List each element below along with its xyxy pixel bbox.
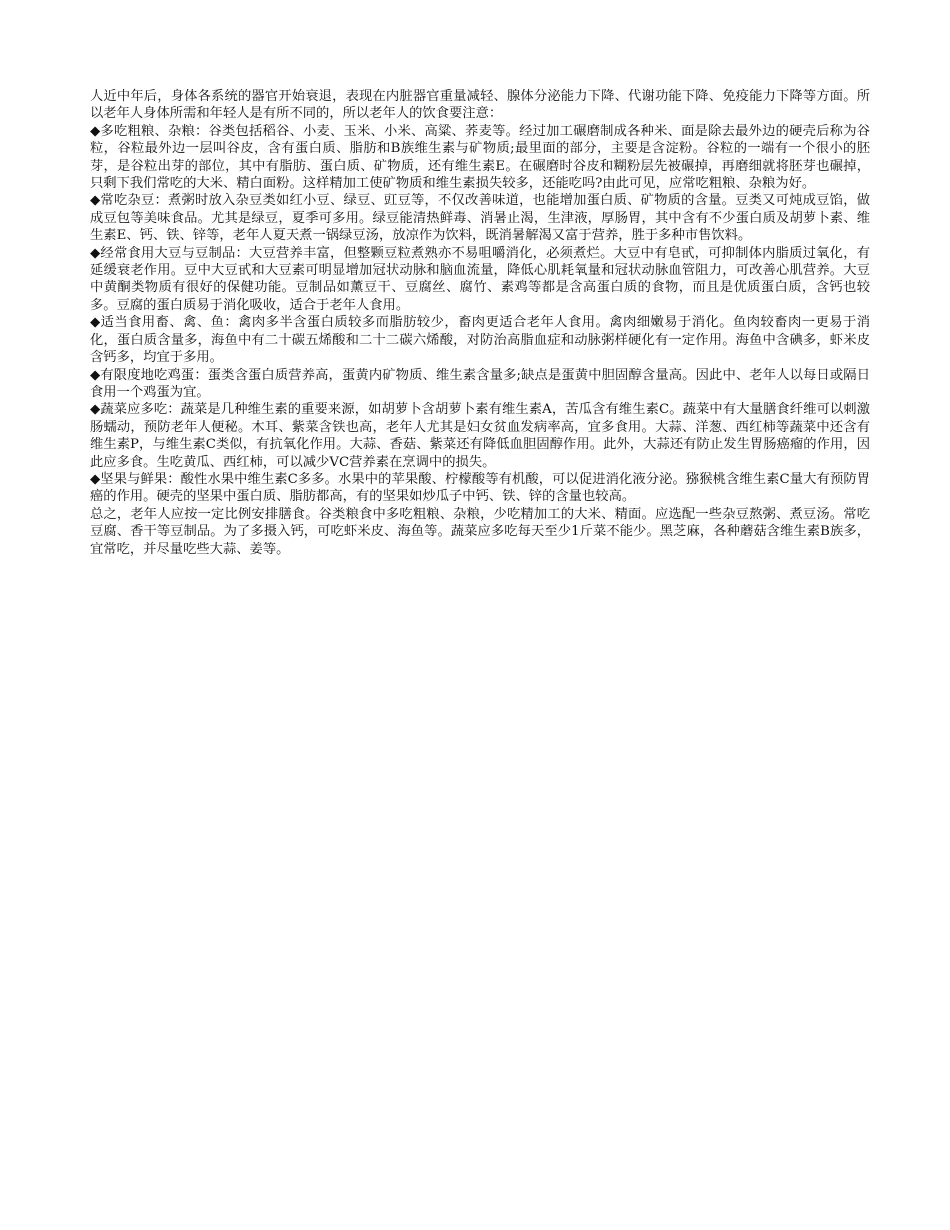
vegetables-paragraph: ◆蔬菜应多吃：蔬菜是几种维生素的重要来源，如胡萝卜含胡萝卜素有维生素A，苦瓜含有维生素C。蔬菜中有大量膳食纤维可以刺激肠蠕动，预防老年人便秘。木耳、紫菜含铁也高，老年人尤其是妇女贫血发病率高，宜多食用。大蒜、洋葱、西红柿等蔬菜中还含有维生素P，与维生素C类似，有抗氧化作用。大蒜、香菇、紫菜还有降低血胆固醇作用。此外，大蒜还有防止发生胃肠癌瘤的作用，因此应多食。生吃黄瓜、西红柿，可以减少VC营养素在烹调中的损失。 — [90, 402, 870, 470]
document-body — [90, 88, 870, 558]
meat-fish-paragraph: ◆适当食用畜、禽、鱼：禽肉多半含蛋白质较多而脂肪较少，畜肉更适合老年人食用。禽肉细嫩易于消化。鱼肉较畜肉一更易于消化，蛋白质含量多，海鱼中有二十碳五烯酸和二十二碳六烯酸，对防治高脂血症和动脉粥样硬化有一定作用。海鱼中含碘多，虾米皮含钙多，均宜于多用。 — [90, 315, 870, 366]
mixed-beans-paragraph: ◆常吃杂豆：煮粥时放入杂豆类如红小豆、绿豆、豇豆等，不仅改善味道，也能增加蛋白质、矿物质的含量。豆类又可炖成豆馅，做成豆包等美味食品。尤其是绿豆，夏季可多用。绿豆能清热鲜毒、消暑止渴，生津液，厚肠胃，其中含有不少蛋白质及胡萝卜素、维生素E、钙、铁、锌等，老年人夏天煮一锅绿豆汤，放凉作为饮料，既消暑解渴又富于营养，胜于多种市售饮料。 — [90, 193, 870, 244]
eggs-paragraph: ◆有限度地吃鸡蛋：蛋类含蛋白质营养高，蛋黄内矿物质、维生素含量多;缺点是蛋黄中胆固醇含量高。因此中、老年人以每日或隔日食用一个鸡蛋为宜。 — [90, 367, 870, 400]
intro-paragraph: 人近中年后，身体各系统的器官开始衰退，表现在内脏器官重量减轻、腺体分泌能力下降、代谢功能下降、免疫能力下降等方面。所以老年人身体所需和年轻人是有所不同的，所以老年人的饮食要注意： — [90, 89, 870, 122]
coarse-grains-paragraph: ◆多吃粗粮、杂粮：谷类包括稻谷、小麦、玉米、小米、高粱、荞麦等。经过加工碾磨制成各种米、面是除去最外边的硬壳后称为谷粒，谷粒最外边一层叫谷皮，含有蛋白质、脂肪和B族维生素与矿物质;最里面的部分，主要是含淀粉。谷粒的一端有一个很小的胚芽，是谷粒出芽的部位，其中有脂肪、蛋白质、矿物质，还有维生素E。在碾磨时谷皮和糊粉层先被碾掉，再磨细就将胚芽也碾掉，只剩下我们常吃的大米、精白面粉。这样精加工使矿物质和维生素损失较多，还能吃吗?由此可见，应常吃粗粮、杂粮为好。 — [90, 123, 870, 192]
nuts-fruits-paragraph: ◆坚果与鲜果：酸性水果中维生素C多多。水果中的苹果酸、柠檬酸等有机酸，可以促进消化液分泌。猕猴桃含维生素C量大有预防胃癌的作用。硬壳的坚果中蛋白质、脂肪都高，有的坚果如炒瓜子中钙、铁、锌的含量也较高。 — [90, 471, 870, 505]
soybean-paragraph: ◆经常食用大豆与豆制品：大豆营养丰富，但整颗豆粒煮熟亦不易咀嚼消化，必须煮烂。大豆中有皂甙，可抑制体内脂质过氧化，有延缓衰老作用。豆中大豆甙和大豆素可明显增加冠状动脉和脑血流量，降低心肌耗氧量和冠状动脉血管阻力，可改善心肌营养。大豆中黄酮类物质有很好的保健功能。豆制品如薰豆干、豆腐丝、腐竹、素鸡等都是含高蛋白质的食物，而且是优质蛋白质，含钙也较多。豆腐的蛋白质易于消化吸收，适合于老年人食用。 — [90, 245, 870, 313]
summary-paragraph: 总之，老年人应按一定比例安排膳食。谷类粮食中多吃粗粮、杂粮，少吃精加工的大米、精面。应选配一些杂豆熬粥、煮豆汤。常吃豆腐、香干等豆制品。为了多摄入钙，可吃虾米皮、海鱼等。蔬菜应多吃每天至少1斤菜不能少。黑芝麻，各种蘑菇含维生素B族多，宜常吃，并尽量吃些大蒜、姜等。 — [90, 506, 870, 557]
